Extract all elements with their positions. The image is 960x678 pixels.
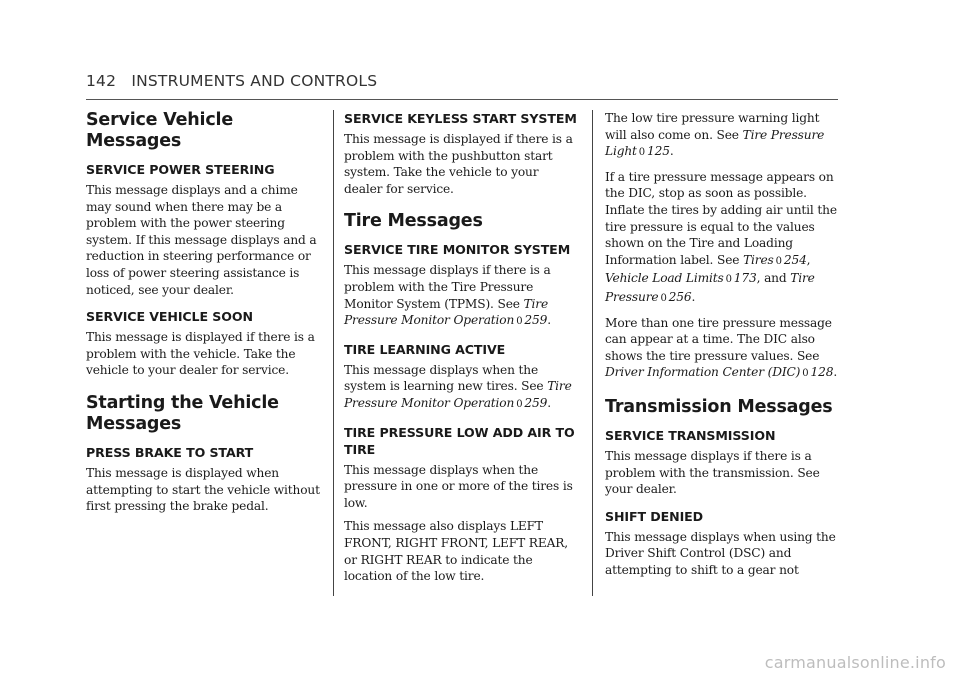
text-warning-light: The low tire pressure warning light will also come on. See Tire Pressure Light 0 125. <box>605 111 825 159</box>
heading-service-keyless-start: SERVICE KEYLESS START SYSTEM <box>344 111 577 126</box>
text-low-air-2: This message also displays LEFT FRONT, RIGHT FRONT, LEFT REAR, or RIGHT REAR to indicate the location of the low tire. <box>344 519 568 584</box>
page-ref-icon: 0 <box>802 368 809 380</box>
link-page: 259 <box>524 395 548 410</box>
text-dic-2-body: More than one tire pressure message can appear at a time. The DIC also shows the tire pressure values. See <box>605 315 832 363</box>
heading-service-tire-monitor: SERVICE TIRE MONITOR SYSTEM <box>344 242 571 258</box>
page-ref-icon: 0 <box>638 147 646 159</box>
link-label: Tire Pressure <box>605 271 815 304</box>
heading-service-transmission: SERVICE TRANSMISSION <box>605 427 776 443</box>
page-ref-icon: 0 <box>725 274 732 286</box>
page-ref-icon: 0 <box>516 398 523 410</box>
heading-press-brake: PRESS BRAKE TO START <box>86 444 254 460</box>
text-press-brake: This message is displayed when attempting to start the vehicle without first pressing the brake pedal. <box>86 465 320 514</box>
link-tires[interactable] <box>743 253 807 267</box>
header-rule <box>86 99 838 100</box>
page-ref-icon: 0 <box>516 316 523 328</box>
text-power-steering: This message displays and a chime may sound when there may be a problem with the power steering system. If this message displays and a reduction in steering performance or loss of power steering assistance is noticed, see your dealer. <box>86 183 317 297</box>
link-label: Vehicle Load Limits <box>605 271 724 286</box>
link-page: 259 <box>524 313 548 328</box>
text-dic-2: More than one tire pressure message can appear at a time. The DIC also shows the tire pressure values. See Driver Information Center (DIC) 0 128. <box>605 315 838 380</box>
text-shift-denied: This message displays when using the Driver Shift Control (DSC) and attempting to shift to a gear not <box>605 529 836 577</box>
heading-shift-denied: SHIFT DENIED <box>605 508 704 524</box>
heading-service-power-steering: SERVICE POWER STEERING <box>86 162 275 177</box>
link-label: Tire Pressure Monitor Operation <box>344 379 572 410</box>
text-warning-light-body: The low tire pressure warning light will also come on. See <box>605 111 820 142</box>
column-divider-1 <box>333 110 334 596</box>
text-tire-monitor: This message displays if there is a problem with the Tire Pressure Monitor System (TPMS). See Tire Pressure Monitor Operation 0 259. <box>344 263 551 328</box>
page-ref-icon: 0 <box>660 292 667 304</box>
column-3 <box>605 110 841 585</box>
heading-service-vehicle-soon: SERVICE VEHICLE SOON <box>86 309 253 325</box>
text-tire-learning-body: This message displays when the system is learning new tires. See <box>344 362 544 394</box>
text-service-transmission: This message displays if there is a problem with the transmission. See your dealer. <box>605 448 820 497</box>
link-page: 256 <box>668 289 692 304</box>
heading-service-vehicle-messages: Service Vehicle Messages <box>86 110 233 151</box>
text-tire-learning: This message displays when the system is learning new tires. See Tire Pressure Monitor Operation 0 259. <box>344 362 572 410</box>
heading-tire-pressure-low: TIRE PRESSURE LOW ADD AIR TO TIRE <box>344 424 575 457</box>
link-label: Driver Information Center (DIC) <box>605 365 801 380</box>
page-number: 142 <box>86 72 117 90</box>
text-tire-monitor-body: This message displays if there is a problem with the Tire Pressure Monitor System (TPMS). See <box>344 263 551 311</box>
section-title: INSTRUMENTS AND CONTROLS <box>131 72 378 90</box>
link-label: Tire Pressure Monitor Operation <box>344 296 549 328</box>
link-label: Tire Pressure Light <box>605 127 825 159</box>
heading-starting-vehicle-messages: Starting the Vehicle Messages <box>86 392 279 434</box>
page-ref-icon: 0 <box>775 255 782 267</box>
column-divider-2 <box>592 110 593 596</box>
link-page: 125 <box>647 144 670 159</box>
heading-transmission-messages: Transmission Messages <box>605 396 833 417</box>
link-driver-information-center[interactable] <box>605 365 833 379</box>
column-2 <box>344 110 580 592</box>
text-low-air-1: This message displays when the pressure in one or more of the tires is low. <box>344 462 573 510</box>
page-header <box>86 72 377 90</box>
text-dic-1: If a tire pressure message appears on the DIC, stop as soon as possible. Inflate the tires by adding air until the tire pressure is equal to the values shown on the Tire and Loading Information label. See Tires 0 254, Vehicle Load Limits 0 173, and Tire Pressure 0 256. <box>605 169 837 304</box>
column-1 <box>86 110 322 522</box>
conjunction: and <box>764 271 787 286</box>
link-vehicle-load-limits[interactable] <box>605 271 757 285</box>
link-page: 128 <box>810 365 834 380</box>
text-dic-1-body: If a tire pressure message appears on the DIC, stop as soon as possible. Inflate the tires by adding air until the tire pressure is equal to the values shown on the Tire and Loading Information label. See <box>605 169 837 267</box>
heading-tire-learning-active: TIRE LEARNING ACTIVE <box>344 341 506 357</box>
text-keyless: This message is displayed if there is a problem with the pushbutton start system. Take the vehicle to your dealer for service. <box>344 132 573 196</box>
link-label: Tires <box>743 252 774 267</box>
watermark: carmanualsonline.info <box>764 653 946 672</box>
link-page: 173 <box>733 271 757 286</box>
heading-tire-messages: Tire Messages <box>344 211 483 232</box>
link-page: 254 <box>783 252 807 267</box>
text-vehicle-soon: This message is displayed if there is a problem with the vehicle. Take the vehicle to your dealer for service. <box>86 330 315 378</box>
